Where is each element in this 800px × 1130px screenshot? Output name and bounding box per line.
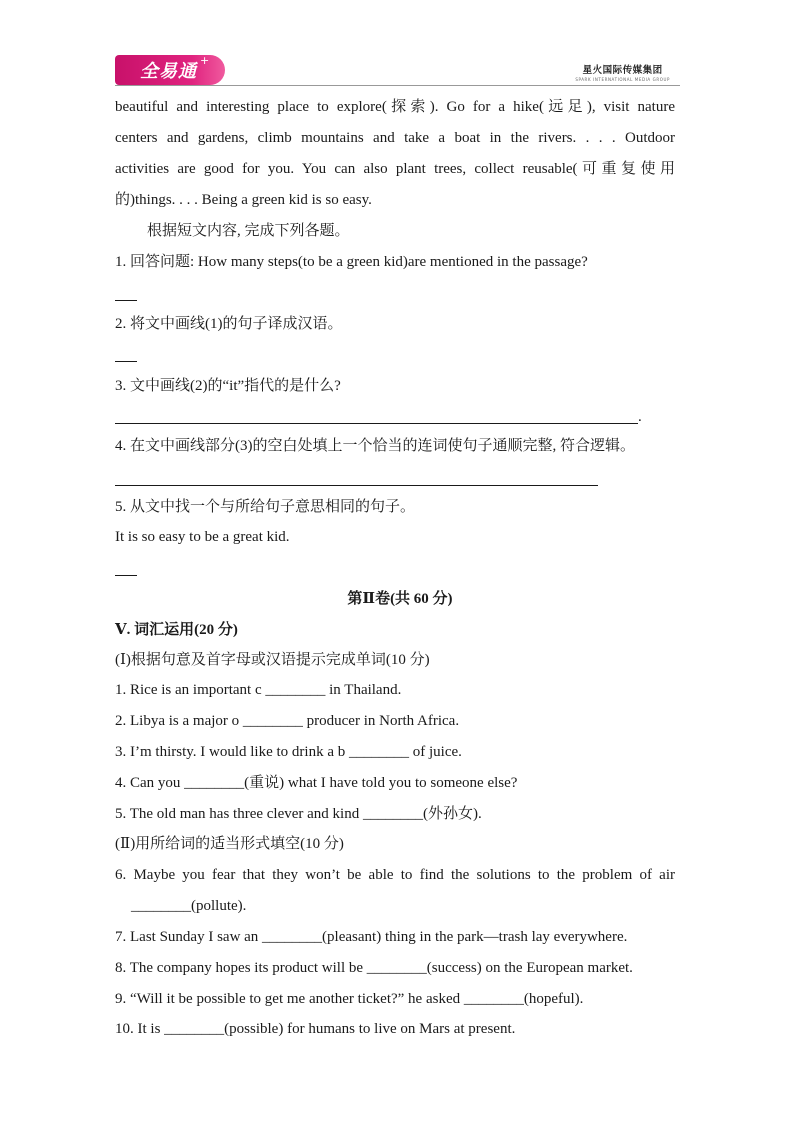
- publisher-name-en: SPARK INTERNATIONAL MEDIA GROUP: [575, 77, 670, 82]
- header-divider: [115, 85, 680, 86]
- brand-logo-text: 全易通: [140, 61, 197, 82]
- answer-blank-2[interactable]: [115, 361, 137, 362]
- vocab-item-5: 5. The old man has three clever and kind ________(外孙女).: [115, 806, 482, 822]
- question-5: 5. 从文中找一个与所给句子意思相同的句子。: [115, 499, 416, 515]
- vocab-item-9: 9. “Will it be possible to get me another ticket?” he asked ________(hopeful).: [115, 991, 584, 1007]
- vocab-item-3: 3. I’m thirsty. I would like to drink a b ________ of juice.: [115, 744, 462, 760]
- passage-line-4: 的)things. . . . Being a green kid is so easy.: [115, 192, 372, 208]
- vocab-item-8: 8. The company hopes its product will be ________(success) on the European market.: [115, 960, 633, 976]
- vocab-item-6-line-1: 6. Maybe you fear that they won’t be able to find the solutions to the problem of air: [115, 867, 675, 883]
- section-5-title: Ⅴ. 词汇运用(20 分): [115, 622, 238, 638]
- publisher-mark: [575, 62, 670, 82]
- question-4: 4. 在文中画线部分(3)的空白处填上一个恰当的连词使句子通顺完整, 符合逻辑。: [115, 438, 635, 454]
- answer-blank-1[interactable]: [115, 300, 137, 301]
- vocab-item-6-line-2: ________(pollute).: [131, 898, 247, 914]
- vocab-item-7: 7. Last Sunday I saw an ________(pleasant) thing in the park—trash lay everywhere.: [115, 929, 628, 945]
- question-1: 1. 回答问题: How many steps(to be a green kid)are mentioned in the passage?: [115, 254, 588, 270]
- answer-blank-5[interactable]: [115, 575, 137, 576]
- question-3: 3. 文中画线(2)的“it”指代的是什么?: [115, 378, 341, 394]
- passage-line-1: beautiful and interesting place to explore(探索). Go for a hike(远足), visit nature: [115, 99, 675, 115]
- section-5-part-2-title: (Ⅱ)用所给词的适当形式填空(10 分): [115, 836, 344, 852]
- vocab-item-10: 10. It is ________(possible) for humans to live on Mars at present.: [115, 1021, 516, 1037]
- section-5-part-1-title: (Ⅰ)根据句意及首字母或汉语提示完成单词(10 分): [115, 652, 430, 668]
- passage-line-2: centers and gardens, climb mountains and take a boat in the rivers. . . . Outdoor: [115, 130, 675, 146]
- vocab-item-1: 1. Rice is an important c ________ in Thailand.: [115, 682, 402, 698]
- answer-line-4[interactable]: [115, 485, 598, 486]
- question-2: 2. 将文中画线(1)的句子译成汉语。: [115, 316, 343, 332]
- vocab-item-2: 2. Libya is a major o ________ producer in North Africa.: [115, 713, 460, 729]
- page-header: [0, 0, 800, 90]
- brand-logo-mark: +: [200, 54, 210, 67]
- answer-line-3[interactable]: [115, 423, 638, 424]
- passage-line-3: activities are good for you. You can also plant trees, collect reusable(可重复使用: [115, 161, 675, 177]
- vocab-item-4: 4. Can you ________(重说) what I have told you to someone else?: [115, 775, 518, 791]
- reading-instructions: 根据短文内容, 完成下列各题。: [147, 223, 350, 239]
- answer-line-3-end: .: [638, 409, 642, 425]
- part-2-title: 第Ⅱ卷(共 60 分): [347, 591, 453, 607]
- publisher-name: 星火国际传媒集团: [582, 65, 663, 76]
- question-5-sentence: It is so easy to be a great kid.: [115, 529, 290, 545]
